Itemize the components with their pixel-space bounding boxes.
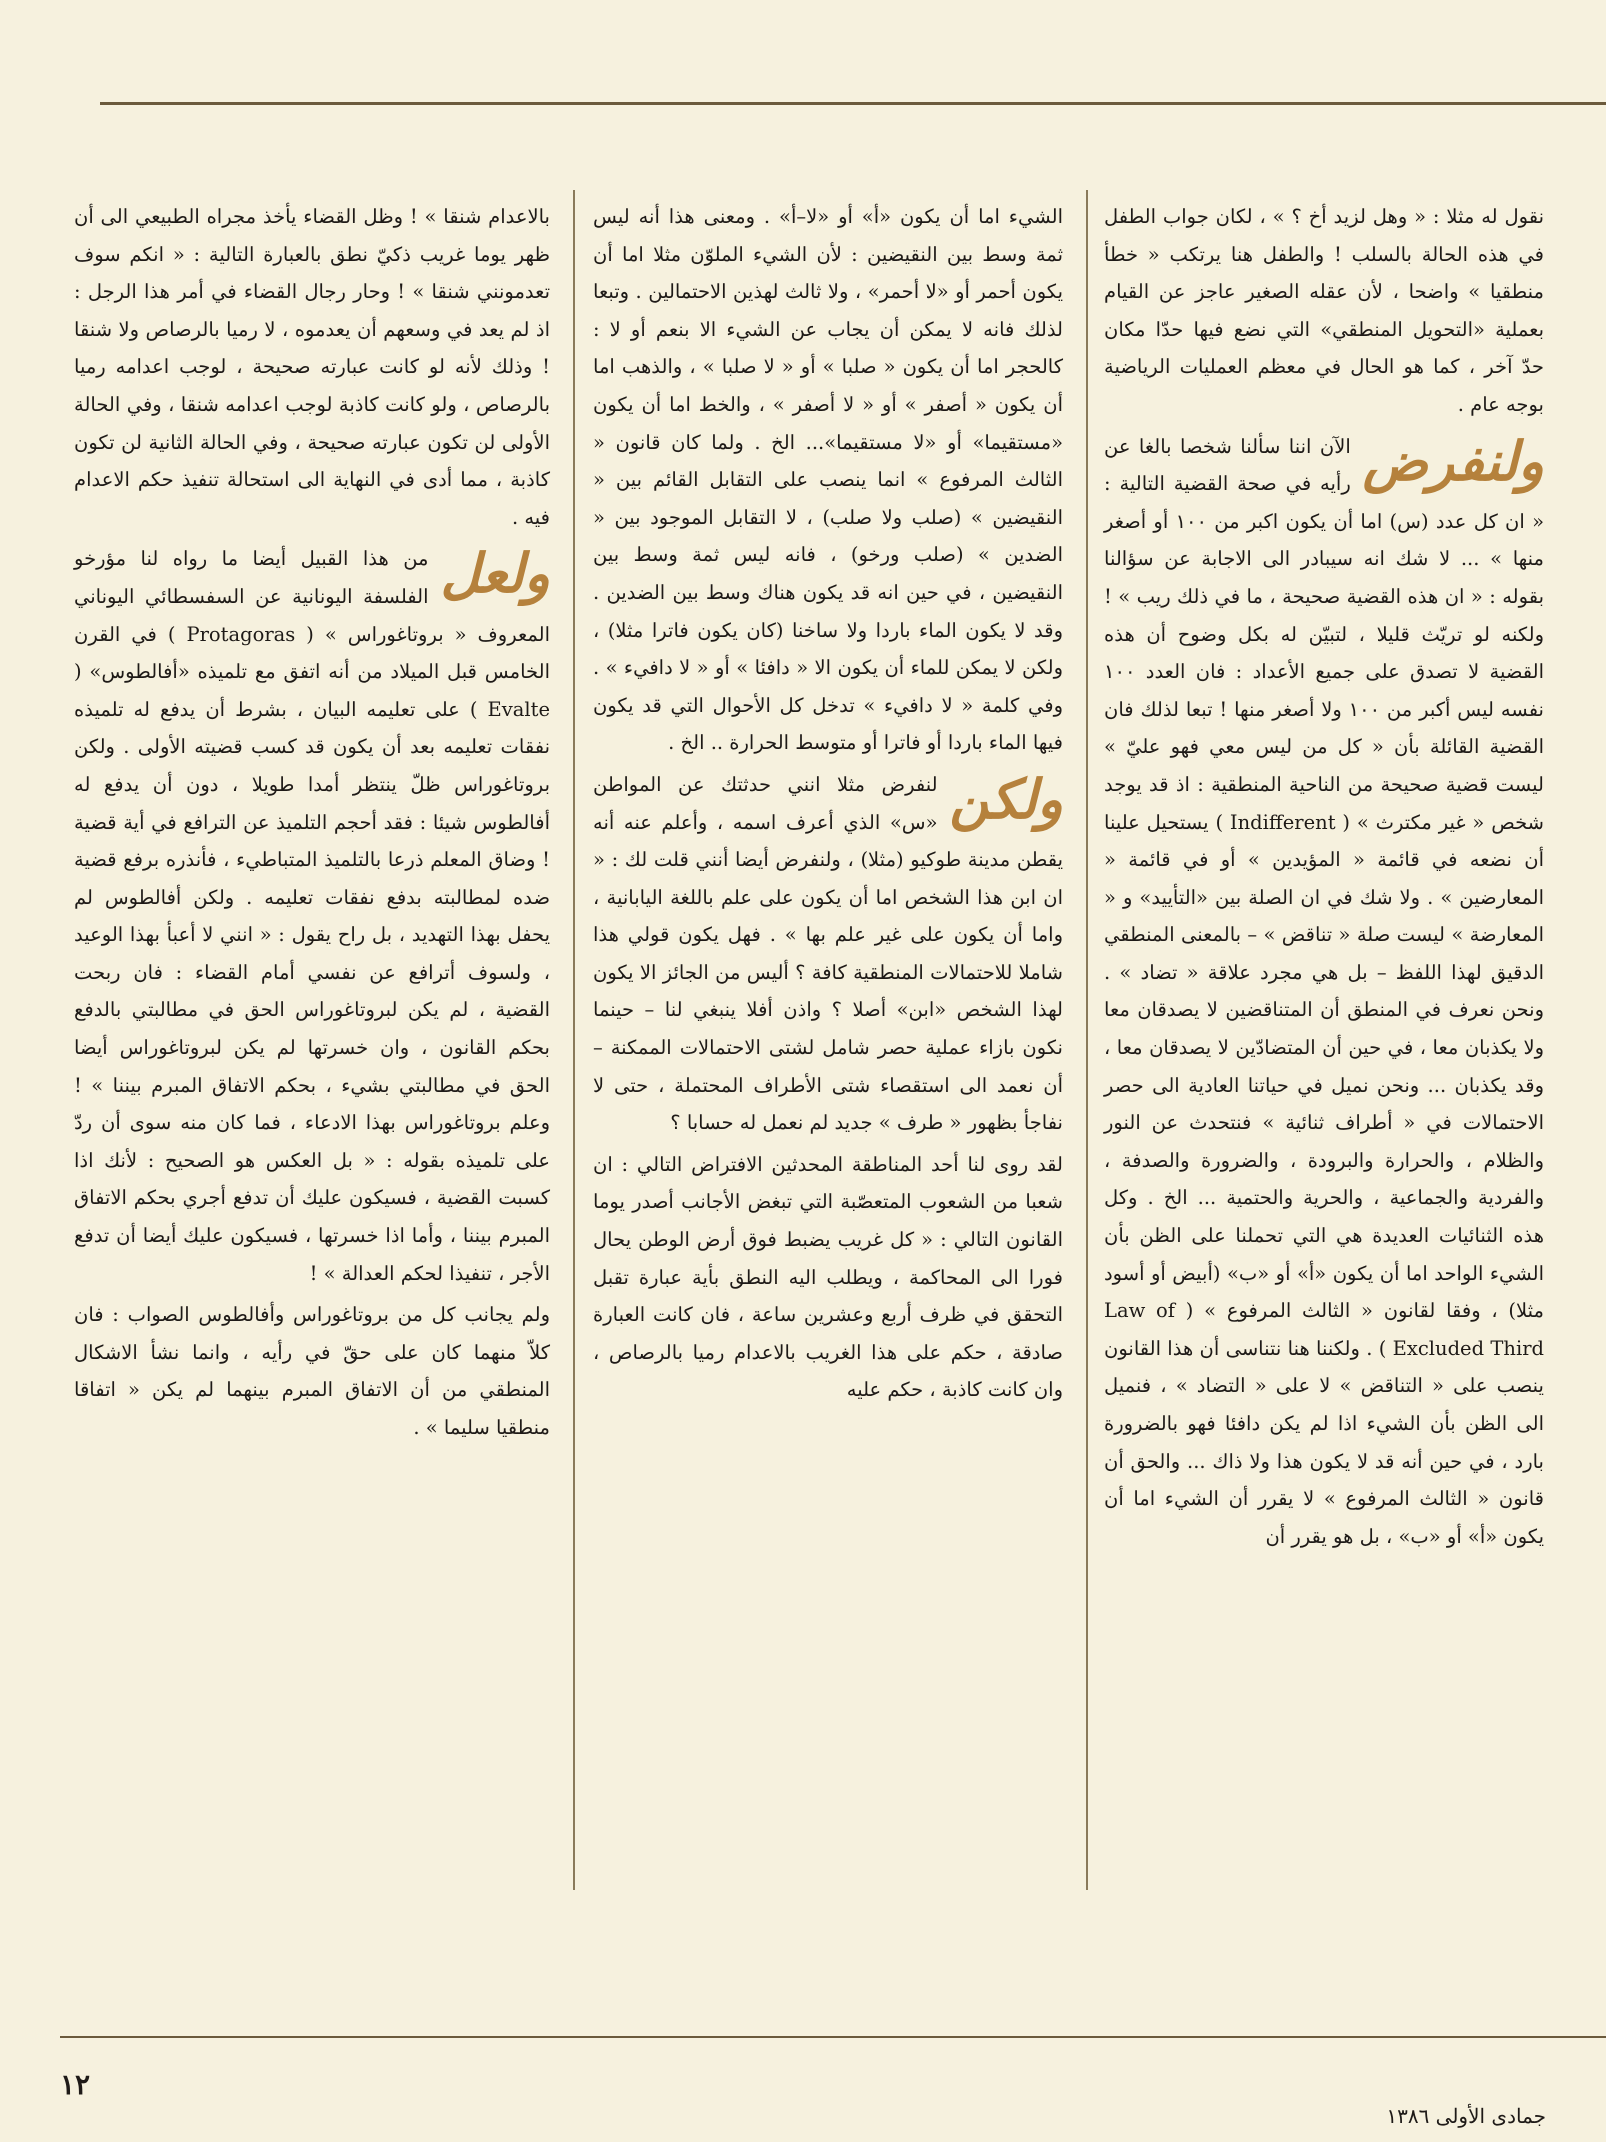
paragraph: لقد روى لنا أحد المناطقة المحدثين الافتراض التالي : ان شعبا من الشعوب المتعصّبة التي تبغض الأجانب أصدر يوما القانون التالي : « كل غريب يضبط فوق أرض الوطن يحال فورا الى المحاكمة ، ويطلب اليه النطق بأية عبارة تقبل التحقق في ظرف أربع وعشرين ساعة ، فان كانت العبارة صادقة ، حكم على هذا الغريب بالاعدام رميا بالرصاص ، وان كانت كاذبة ، حكم عليه <box>593 1152 1063 1402</box>
paragraph: بالاعدام شنقا » ! وظل القضاء يأخذ مجراه الطبيعي الى أن ظهر يوما غريب ذكيّ نطق بالعبارة التالية : « انكم سوف تعدمونني شنقا » ! وحار رجال القضاء في أمر هذا الرجل : اذ لم يعد في وسعهم أن يعدموه ، لا رميا بالرصاص ولا شنقا ! وذلك لأنه لو كانت عبارته صحيحة ، لوجب اعدامه رميا بالرصاص ، ولو كانت كاذبة لوجب اعدامه شنقا ، وفي الحالة الأولى لن تكون عبارته صحيحة ، وفي الحالة الثانية لن تكون كاذبة ، مما أدى في النهاية الى استحالة تنفيذ حكم الاعدام فيه . <box>74 205 550 529</box>
bottom-rule <box>60 2036 1606 2038</box>
drop-word: ولنفرض <box>1362 428 1544 493</box>
top-rule <box>100 102 1606 105</box>
column-right <box>1104 198 1544 1559</box>
paragraph: ولكن لنفرض مثلا انني حدثتك عن المواطن «س» الذي أعرف اسمه ، وأعلم عنه أنه يقطن مدينة طوكيو (مثلا) ، ولنفرض أيضا أنني قلت لك : « ان ابن هذا الشخص اما أن يكون على علم باللغة اليابانية ، واما أن يكون على غير علم بها » . فهل يكون قولي هذا شاملا للاحتمالات المنطقية كافة ؟ أليس من الجائز الا يكون لهذا الشخص «ابن» أصلا ؟ واذن أفلا ينبغي لنا – حينما نكون بازاء عملية حصر شامل لشتى الاحتمالات الممكنة – أن نعمد الى استقصاء شتى الأطراف المحتملة ، حتى لا نفاجأ بظهور « طرف » جديد لم نعمل له حسابا ؟ <box>593 766 1063 1135</box>
paragraph: ولم يجانب كل من بروتاغوراس وأفالطوس الصواب : فان كلاّ منهما كان على حقّ في رأيه ، وانما نشأ الاشكال المنطقي من أن الاتفاق المبرم بينهما لم يكن « اتفاقا منطقيا سليما » . <box>74 1303 550 1439</box>
column-divider-left <box>573 190 575 1890</box>
issue-date: جمادى الأولى ١٣٨٦ <box>1386 2104 1546 2128</box>
column-divider-right <box>1086 190 1088 1890</box>
page-number: ١٢ <box>60 2068 91 2101</box>
column-left <box>74 198 550 1451</box>
paragraph: الشيء اما أن يكون «أ» أو «لا–أ» . ومعنى هذا أنه ليس ثمة وسط بين النقيضين : لأن الشيء الملوّن مثلا اما أن يكون أحمر أو «لا أحمر» ، ولا ثالث لهذين الاحتمالين . وتبعا لذلك فانه لا يمكن أن يجاب عن الشيء الا بنعم أو لا : كالحجر اما أن يكون « صلبا » أو « لا صلبا » ، والذهب اما أن يكون « أصفر » أو « لا أصفر » ، والخط اما أن يكون «مستقيما» أو «لا مستقيما»... الخ . ولما كان قانون « الثالث المرفوع » انما ينصب على التقابل القائم بين « النقيضين » (صلب ولا صلب) ، لا التقابل الموجود بين « الضدين » (صلب ورخو) ، فانه ليس ثمة وسط بين النقيضين ، في حين انه قد يكون هناك وسط بين الضدين . وقد لا يكون الماء باردا ولا ساخنا (كان يكون فاترا مثلا) ، ولكن لا يمكن للماء أن يكون الا « دافئا » أو « لا دافيء » . وفي كلمة « لا دافيء » تدخل كل الأحوال التي قد يكون فيها الماء باردا أو فاترا أو متوسط الحرارة .. الخ . <box>593 205 1063 755</box>
drop-word: ولكن <box>949 766 1063 831</box>
paragraph: ولنفرض الآن اننا سألنا شخصا بالغا عن رأيه في صحة القضية التالية : « ان كل عدد (س) اما أن يكون اكبر من ١٠٠ أو أصغر منها » ... لا شك انه سيبادر الى الاجابة عن سؤالنا بقوله : « ان هذه القضية صحيحة ، ما في ذلك ريب » ! ولكنه لو تريّث قليلا ، لتبيّن له بكل وضوح أن هذه القضية لا تصدق على جميع الأعداد : فان العدد ١٠٠ نفسه ليس أكبر من ١٠٠ ولا أصغر منها ! تبعا لذلك فان القضية القائلة بأن « كل من ليس معي فهو عليّ » ليست قضية صحيحة من الناحية المنطقية : اذ قد يوجد شخص « غير مكترث » ( Indifferent ) يستحيل علينا أن نضعه في قائمة « المؤيدين » أو في قائمة « المعارضين » . ولا شك في ان الصلة بين «التأييد» و « المعارضة » ليست صلة « تناقض » – بالمعنى المنطقي الدقيق لهذا اللفظ – بل هي مجرد علاقة « تضاد » . ونحن نعرف في المنطق أن المتناقضين لا يصدقان معا ولا يكذبان معا ، في حين أن المتضادّين لا يصدقان معا ، وقد يكذبان ... ونحن نميل في حياتنا العادية الى حصر الاحتمالات في « أطراف ثنائية » فنتحدث عن النور والظلام ، والحرارة والبرودة ، والضرورة والصدفة ، والفردية والجماعية ، والحرية والحتمية ... الخ . وكل هذه الثنائيات العديدة هي التي تحملنا على الظن بأن الشيء الواحد اما أن يكون «أ» أو «ب» (أبيض أو أسود مثلا) ، وفقا لقانون « الثالث المرفوع » ( Law of Excluded Third ) . ولكننا هنا نتناسى أن هذا القانون ينصب على « التناقض » لا على « التضاد » ، فنميل الى الظن بأن الشيء اذا لم يكن دافئا فهو بالضرورة بارد ، في حين أنه قد لا يكون هذا ولا ذاك ... والحق أن قانون « الثالث المرفوع » لا يقرر أن الشيء اما أن يكون «أ» أو «ب» ، بل هو يقرر أن <box>1104 428 1545 1548</box>
drop-word: ولعل <box>440 541 550 606</box>
paragraph: نقول له مثلا : « وهل لزيد أخ ؟ » ، لكان جواب الطفل في هذه الحالة بالسلب ! والطفل هنا يرتكب « خطأ منطقيا » واضحا ، لأن عقله الصغير عاجز عن القيام بعملية «التحويل المنطقي» التي نضع فيها حدّا مكان حدّ آخر ، كما هو الحال في معظم العمليات الرياضية بوجه عام . <box>1104 205 1544 416</box>
paragraph: ولعل من هذا القبيل أيضا ما رواه لنا مؤرخو الفلسفة اليونانية عن السفسطائي اليوناني المعروف « بروتاغوراس » ( Protagoras ) في القرن الخامس قبل الميلاد من أنه اتفق مع تلميذه «أفالطوس» ( Evalte ) على تعليمه البيان ، بشرط أن يدفع له تلميذه نفقات تعليمه بعد أن يكون قد كسب قضيته الأولى . ولكن بروتاغوراس ظلّ ينتظر أمدا طويلا ، دون أن يدفع له أفالطوس شيئا : فقد أحجم التلميذ عن الترافع في أية قضية ! وضاق المعلم ذرعا بالتلميذ المتباطيء ، فأنذره برفع قضية ضده لمطالبته بدفع نفقات تعليمه . ولكن أفالطوس لم يحفل بهذا التهديد ، بل راح يقول : « انني لا أعبأ بهذا الوعيد ، ولسوف أترافع عن نفسي أمام القضاء : فان ربحت القضية ، لم يكن لبروتاغوراس الحق في مطالبتي بالدفع بحكم القانون ، وان خسرتها لم يكن لبروتاغوراس أيضا الحق في مطالبتي بشيء ، بحكم الاتفاق المبرم بيننا » ! وعلم بروتاغوراس بهذا الادعاء ، فما كان منه سوى أن ردّ على تلميذه بقوله : « بل العكس هو الصحيح : لأنك اذا كسبت القضية ، فسيكون عليك أن تدفع أجري بحكم الاتفاق المبرم بيننا ، وأما اذا خسرتها ، فسيكون عليك أيضا أن تدفع الأجر ، تنفيذا لحكم العدالة » ! <box>74 541 550 1285</box>
column-middle <box>593 198 1063 1413</box>
